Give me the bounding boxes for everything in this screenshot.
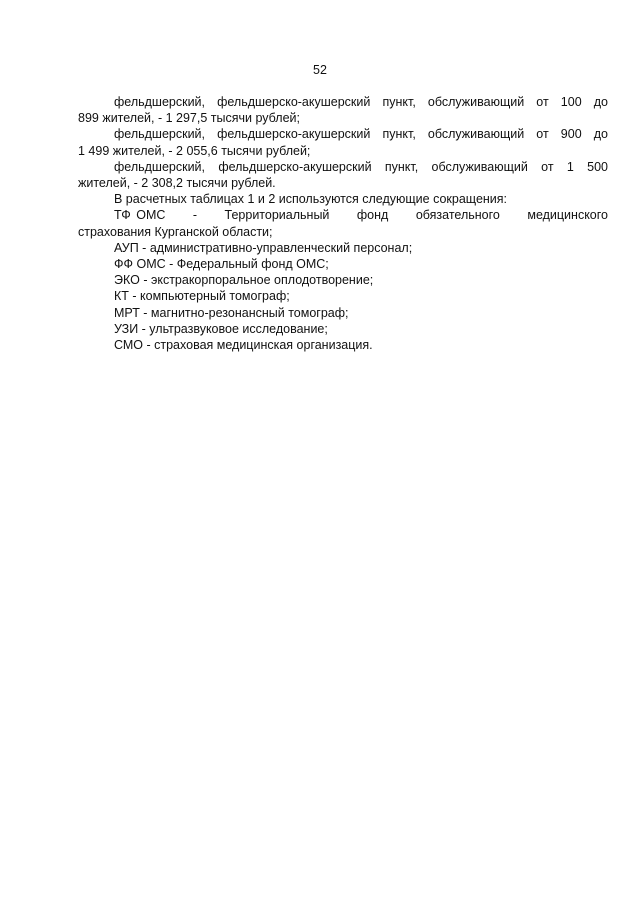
abbreviation-item: ФФ ОМС - Федеральный фонд ОМС;: [114, 257, 329, 272]
paragraph-line: 1 499 жителей, - 2 055,6 тысячи рублей;: [78, 143, 311, 158]
abbreviation-list: [78, 240, 608, 353]
paragraph-line: страхования Курганской области;: [78, 224, 273, 239]
abbreviation-item: КТ - компьютерный томограф;: [114, 289, 290, 304]
abbreviation-item: ЭКО - экстракорпоральное оплодотворение;: [114, 273, 374, 288]
paragraph-line: жителей, - 2 308,2 тысячи рублей.: [78, 176, 276, 191]
paragraph-fap-100-899: [78, 94, 608, 126]
paragraph-intro: [78, 191, 608, 207]
paragraph-fap-900-1499: [78, 126, 608, 158]
paragraph-fap-1500: [78, 159, 608, 191]
abbreviation-item: МРТ - магнитно-резонансный томограф;: [114, 305, 349, 320]
paragraph-line: ТФ ОМС - Территориальный фонд обязательного медицинского: [114, 208, 608, 223]
paragraph-line: фельдшерский, фельдшерско-акушерский пункт, обслуживающий от 100 до: [114, 95, 608, 109]
abbreviation-item: УЗИ - ультразвуковое исследование;: [114, 321, 328, 336]
paragraph-tfoms: [78, 207, 608, 239]
abbreviation-item: АУП - административно-управленческий персонал;: [114, 240, 413, 255]
paragraph-line: фельдшерский, фельдшерско-акушерский пункт, обслуживающий от 900 до: [114, 127, 608, 142]
paragraph-line: В расчетных таблицах 1 и 2 используются следующие сокращения:: [114, 192, 508, 207]
paragraph-line: 899 жителей, - 1 297,5 тысячи рублей;: [78, 111, 300, 126]
page-number: 52: [313, 63, 327, 77]
paragraph-line: фельдшерский, фельдшерско-акушерский пункт, обслуживающий от 1 500: [114, 159, 608, 174]
abbreviation-item: СМО - страховая медицинская организация.: [114, 338, 373, 353]
document-body: [78, 94, 608, 353]
